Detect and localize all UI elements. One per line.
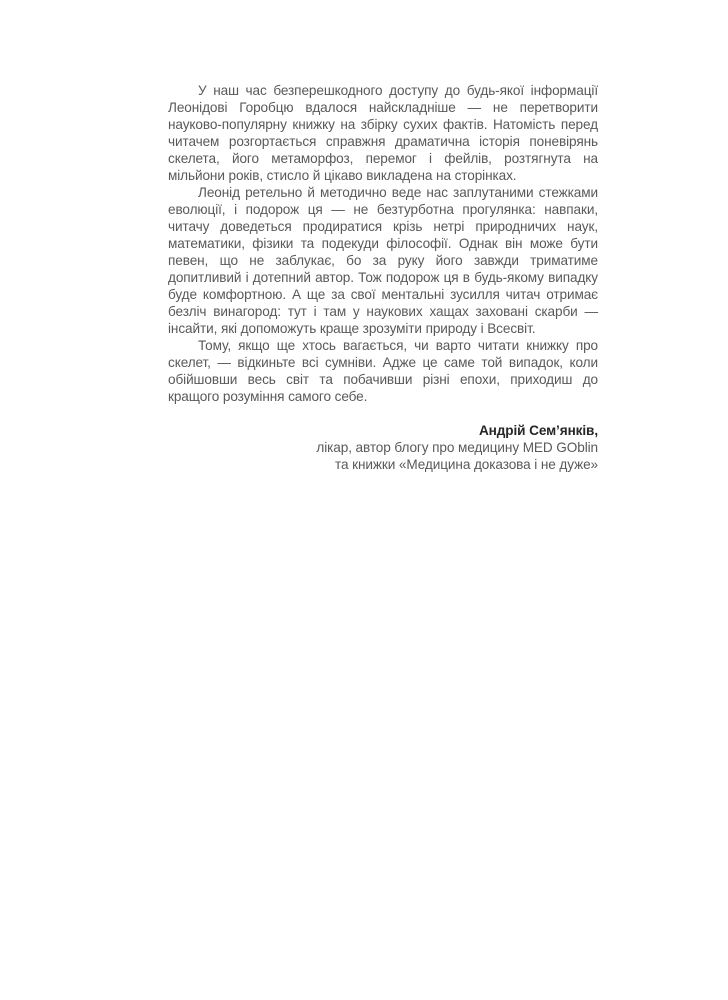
foreword-text-block (168, 82, 598, 473)
foreword-paragraph-3: Тому, якщо ще хтось вагається, чи варто читати книжку про скелет, — відкиньте всі сумніви. Адже це саме той випадок, коли обійшовши весь світ та побачивши різні епохи, приходиш до кращого розуміння самого себе. (168, 338, 598, 404)
foreword-paragraph-1: У наш час безперешкодного доступу до будь-якої інформації Леонідові Горобцю вдалося найскладніше — не перетворити науково-популярну книжку на збірку сухих фактів. Натомість перед читачем розгортається справжня драматична історія поневірянь скелета, його метаморфоз, перемог і фейлів, розтягнута на мільйони років, стисло й цікаво викладена на сторінках. (168, 83, 598, 183)
foreword-paragraph-2: Леонід ретельно й методично веде нас заплутаними стежками еволюції, і подорож ця — не безтурботна прогулянка: навпаки, читачу доведеться продиратися крізь нетрі природничих наук, математики, фізики та подекуди філософії. Однак він може бути певен, що не заблукає, бо за руку його завжди триматиме допитливий і дотепний автор. Тож подорож ця в будь-якому випадку буде комфортною. А ще за свої ментальні зусилля читач отримає безліч винагород: тут і там у наукових хащах заховані скарби — інсайти, які допоможуть краще зрозуміти природу і Всесвіт. (168, 185, 598, 336)
signature-block (168, 422, 598, 473)
signature-author-name: Андрій Сем’янків, (478, 423, 598, 438)
signature-author-book: та книжки «Медицина доказова і не дуже» (335, 457, 598, 472)
signature-author-role: лікар, автор блогу про медицину MED GOblin (316, 440, 598, 455)
